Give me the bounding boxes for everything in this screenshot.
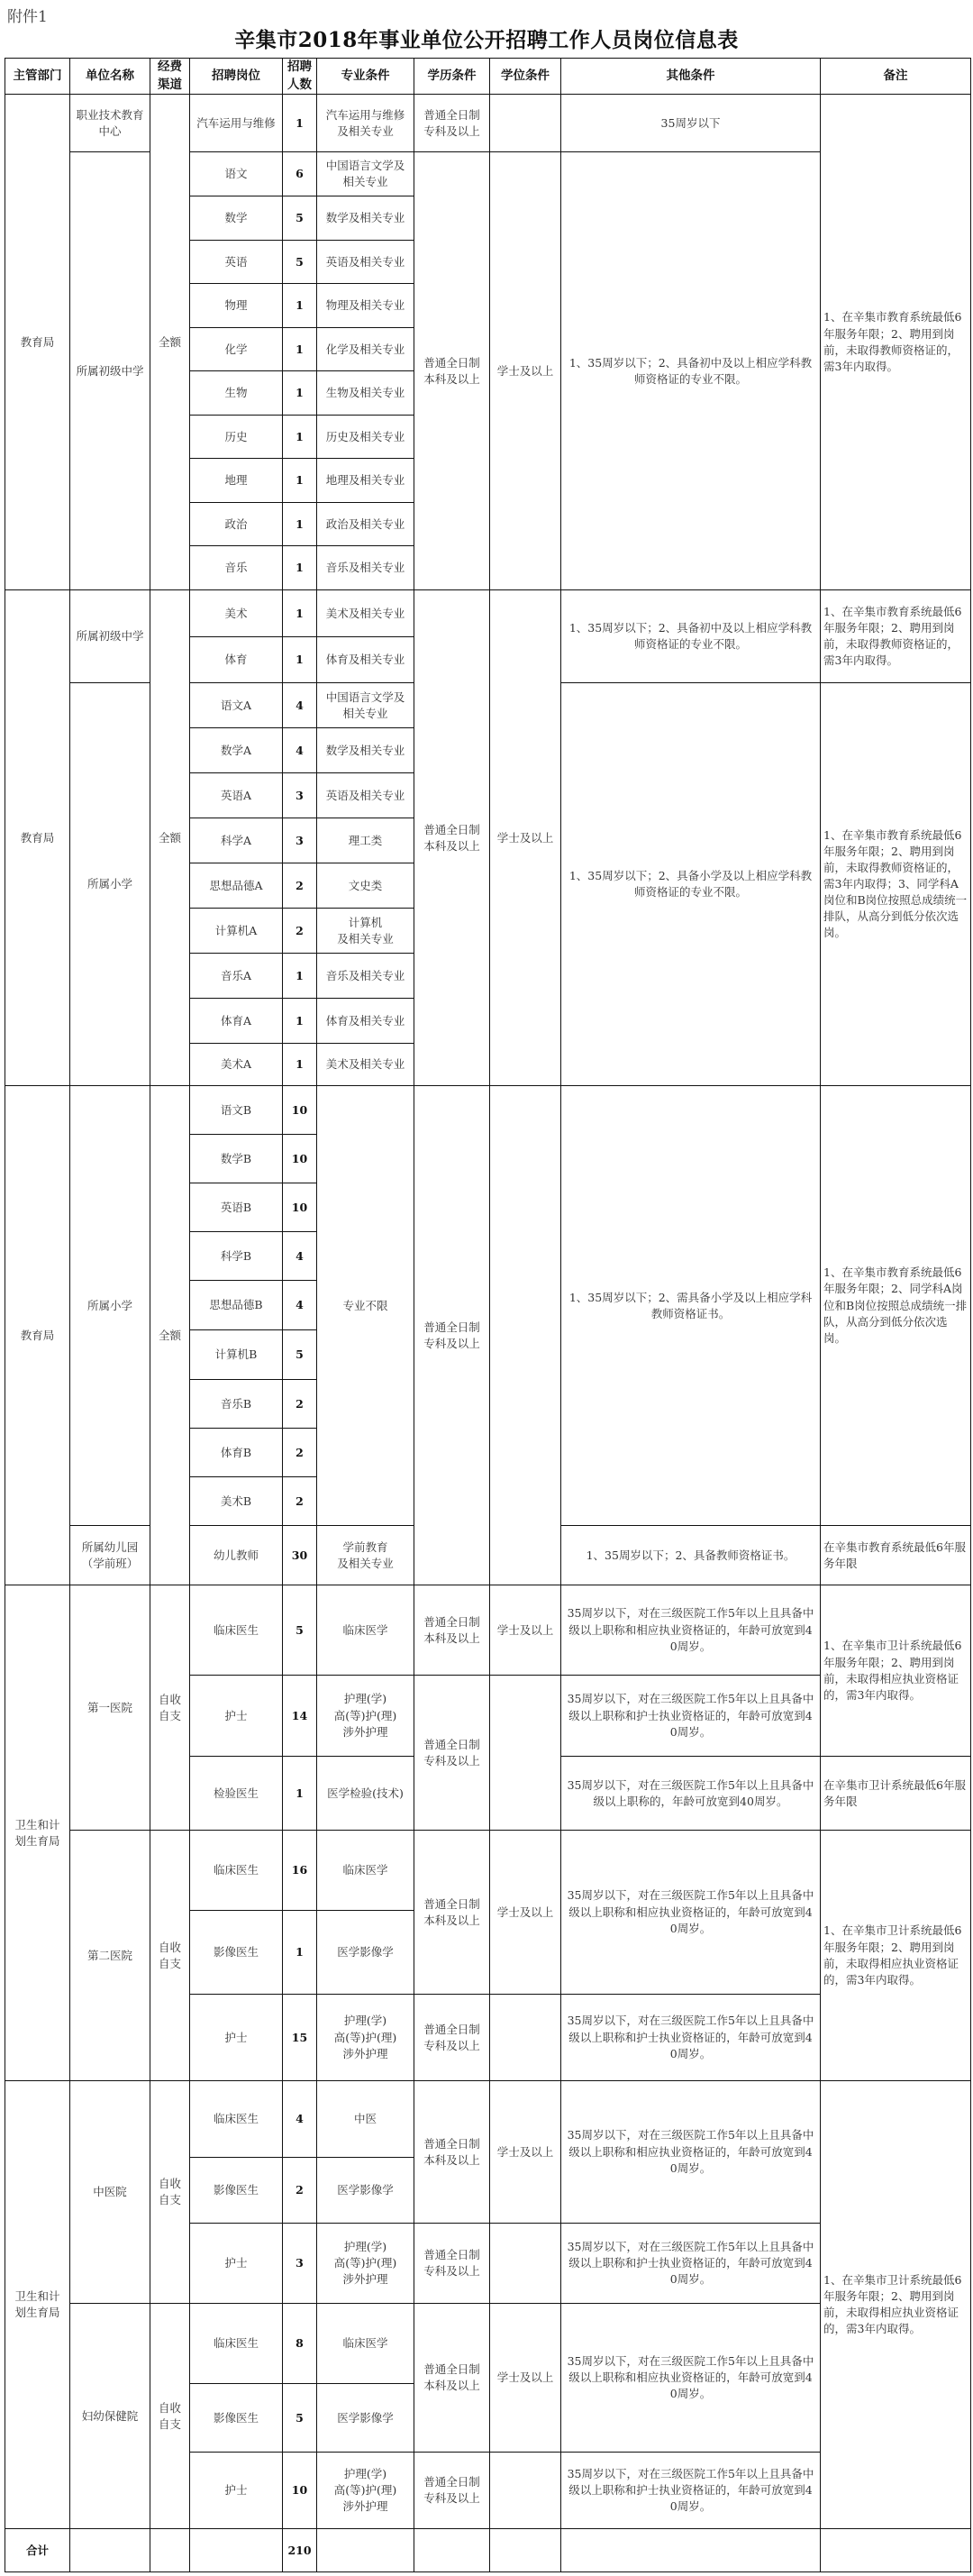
cell-position: 科学B	[190, 1232, 283, 1281]
cell-position: 临床医生	[190, 2304, 283, 2384]
cell-major: 英语及相关专业	[317, 773, 414, 818]
cell-department: 教育局	[5, 590, 70, 1086]
cell-position: 物理	[190, 284, 283, 328]
cell-headcount: 8	[283, 2304, 317, 2384]
cell-remark: 在辛集市卫计系统最低6年服务年限	[821, 1757, 971, 1831]
cell-headcount: 1	[283, 95, 317, 152]
header-major: 专业条件	[317, 59, 414, 95]
header-position: 招聘岗位	[190, 59, 283, 95]
header-other: 其他条件	[561, 59, 821, 95]
cell-position: 科学A	[190, 818, 283, 863]
header-department: 主管部门	[5, 59, 70, 95]
cell-education: 普通全日制 专科及以上	[414, 95, 490, 152]
cell-remark: 1、在辛集市卫计系统最低6年服务年限；2、聘用到岗前，未取得相应执业资格证的，需3年内取得。	[821, 1585, 971, 1757]
cell-position: 英语A	[190, 773, 283, 818]
cell-headcount: 30	[283, 1526, 317, 1585]
header-unit: 单位名称	[70, 59, 150, 95]
table-body	[5, 95, 971, 2572]
total-row	[5, 2529, 971, 2572]
cell-funding: 自收 自支	[150, 1585, 190, 1831]
cell-degree: 学士及以上	[490, 2081, 561, 2224]
cell-headcount: 2	[283, 2158, 317, 2224]
cell-position: 地理	[190, 459, 283, 503]
cell-major: 英语及相关专业	[317, 241, 414, 284]
cell-other-conditions	[561, 2529, 821, 2572]
cell-other-conditions: 1、35周岁以下；2、具备小学及以上相应学科教师资格证的专业不限。	[561, 683, 821, 1086]
cell-major: 体育及相关专业	[317, 999, 414, 1044]
cell-position: 临床医生	[190, 1585, 283, 1676]
cell-degree: 学士及以上	[490, 590, 561, 1086]
table-row	[5, 2081, 971, 2158]
table-row	[5, 1086, 971, 1135]
table-row	[5, 590, 971, 637]
cell-position: 音乐A	[190, 954, 283, 999]
cell-funding: 全额	[150, 95, 190, 590]
cell-major: 计算机 及相关专业	[317, 909, 414, 954]
cell-headcount: 4	[283, 728, 317, 773]
cell-other-conditions: 35周岁以下	[561, 95, 821, 152]
cell-degree	[490, 2453, 561, 2529]
cell-position: 数学A	[190, 728, 283, 773]
cell-unit-name: 第一医院	[70, 1585, 150, 1831]
table-row	[5, 1831, 971, 1911]
total-count: 210	[283, 2529, 317, 2572]
cell-degree: 学士及以上	[490, 152, 561, 590]
cell-department: 卫生和计 划生育局	[5, 2081, 70, 2529]
cell-degree: 学士及以上	[490, 1831, 561, 1995]
cell-major: 政治及相关专业	[317, 503, 414, 546]
cell-other-conditions: 35周岁以下，对在三级医院工作5年以上且具备中级以上职称和相应执业资格证的，年龄可放宽到40周岁。	[561, 1585, 821, 1676]
cell-headcount: 16	[283, 1831, 317, 1911]
header-degree: 学位条件	[490, 59, 561, 95]
cell-major: 护理(学) 高(等)护(理) 涉外护理	[317, 2224, 414, 2304]
cell-headcount: 1	[283, 416, 317, 459]
cell-major: 化学及相关专业	[317, 328, 414, 371]
cell-position: 体育	[190, 637, 283, 683]
cell-remark: 1、在辛集市教育系统最低6年服务年限；2、聘用到岗前，未取得教师资格证的，需3年内取得。	[821, 590, 971, 683]
cell-unit-name: 中医院	[70, 2081, 150, 2304]
cell-degree	[490, 2529, 561, 2572]
cell-position: 检验医生	[190, 1757, 283, 1831]
cell-remark: 1、在辛集市教育系统最低6年服务年限；2、聘用到岗前，未取得教师资格证的，需3年内取得。	[821, 95, 971, 590]
cell-remark: 在辛集市教育系统最低6年服务年限	[821, 1526, 971, 1585]
cell-major: 音乐及相关专业	[317, 954, 414, 999]
cell-headcount: 3	[283, 818, 317, 863]
cell-major: 中医	[317, 2081, 414, 2158]
cell-major: 医学影像学	[317, 1911, 414, 1995]
cell-headcount: 5	[283, 1585, 317, 1676]
cell-degree	[490, 1676, 561, 1831]
table-row	[5, 95, 971, 152]
cell-unit-name: 妇幼保健院	[70, 2304, 150, 2529]
cell-headcount: 5	[283, 241, 317, 284]
cell-major: 美术及相关专业	[317, 1044, 414, 1086]
cell-headcount: 10	[283, 1086, 317, 1135]
cell-position: 音乐B	[190, 1380, 283, 1429]
cell-headcount: 3	[283, 2224, 317, 2304]
cell-headcount: 1	[283, 1911, 317, 1995]
cell-education: 普通全日制 本科及以上	[414, 1831, 490, 1995]
cell-unit-name: 职业技术教育 中心	[70, 95, 150, 152]
cell-position: 历史	[190, 416, 283, 459]
cell-headcount: 10	[283, 2453, 317, 2529]
cell-major: 文史类	[317, 863, 414, 909]
cell-education: 普通全日制 专科及以上	[414, 2224, 490, 2304]
cell-other-conditions: 1、35周岁以下；2、需具备小学及以上相应学科教师资格证书。	[561, 1086, 821, 1526]
page-title: 辛集市2018年事业单位公开招聘工作人员岗位信息表	[234, 28, 739, 52]
cell-major: 临床医学	[317, 1585, 414, 1676]
cell-position: 护士	[190, 2224, 283, 2304]
cell-major: 美术及相关专业	[317, 590, 414, 637]
cell-position: 数学B	[190, 1135, 283, 1183]
cell-major: 医学影像学	[317, 2384, 414, 2453]
cell-headcount: 10	[283, 1183, 317, 1232]
cell-department: 教育局	[5, 95, 70, 590]
cell-position: 护士	[190, 1995, 283, 2081]
cell-headcount: 1	[283, 1044, 317, 1086]
cell-position: 幼儿教师	[190, 1526, 283, 1585]
header-funding: 经费 渠道	[150, 59, 190, 95]
header-education: 学历条件	[414, 59, 490, 95]
cell-position: 音乐	[190, 546, 283, 590]
cell-remark: 1、在辛集市教育系统最低6年服务年限；2、同学科A岗位和B岗位按照总成绩统一排队，从高分到低分依次选岗。	[821, 1086, 971, 1526]
cell-position: 护士	[190, 2453, 283, 2529]
header-row	[5, 59, 971, 95]
cell-department: 卫生和计 划生育局	[5, 1585, 70, 2081]
cell-remark: 1、在辛集市卫计系统最低6年服务年限；2、聘用到岗前，未取得相应执业资格证的，需3年内取得。	[821, 2081, 971, 2529]
header-remark: 备注	[821, 59, 971, 95]
cell-degree	[490, 1995, 561, 2081]
cell-major: 临床医学	[317, 2304, 414, 2384]
cell-position: 临床医生	[190, 1831, 283, 1911]
cell-degree	[490, 1086, 561, 1585]
cell-remark: 1、在辛集市教育系统最低6年服务年限；2、聘用到岗前，未取得教师资格证的，需3年内取得；3、同学科A岗位和B岗位按照总成绩统一排队，从高分到低分依次选岗。	[821, 683, 971, 1086]
cell-major: 护理(学) 高(等)护(理) 涉外护理	[317, 1995, 414, 2081]
cell-position: 思想品德A	[190, 863, 283, 909]
cell-major: 护理(学) 高(等)护(理) 涉外护理	[317, 2453, 414, 2529]
cell-department: 教育局	[5, 1086, 70, 1585]
cell-headcount: 1	[283, 328, 317, 371]
cell-headcount: 1	[283, 503, 317, 546]
cell-headcount: 2	[283, 1477, 317, 1526]
cell-education: 普通全日制 专科及以上	[414, 1676, 490, 1831]
cell-headcount: 1	[283, 1757, 317, 1831]
cell-education: 普通全日制 本科及以上	[414, 590, 490, 1086]
cell-education: 普通全日制 本科及以上	[414, 1585, 490, 1676]
cell-degree: 学士及以上	[490, 2304, 561, 2453]
cell-headcount: 1	[283, 459, 317, 503]
cell-headcount: 5	[283, 1330, 317, 1380]
cell-education: 普通全日制 本科及以上	[414, 152, 490, 590]
cell-education	[414, 2529, 490, 2572]
cell-other-conditions: 1、35周岁以下；2、具备初中及以上相应学科教师资格证的专业不限。	[561, 152, 821, 590]
cell-degree: 学士及以上	[490, 1585, 561, 1676]
cell-other-conditions: 35周岁以下，对在三级医院工作5年以上且具备中级以上职称的，年龄可放宽到40周岁。	[561, 1757, 821, 1831]
cell-other-conditions: 35周岁以下，对在三级医院工作5年以上且具备中级以上职称和相应执业资格证的，年龄可放宽到40周岁。	[561, 2081, 821, 2224]
cell-other-conditions: 35周岁以下，对在三级医院工作5年以上且具备中级以上职称和相应执业资格证的，年龄可放宽到40周岁。	[561, 1831, 821, 1995]
cell-headcount: 1	[283, 954, 317, 999]
cell-major: 学前教育 及相关专业	[317, 1526, 414, 1585]
cell-major: 数学及相关专业	[317, 196, 414, 241]
cell-major: 中国语言文学及 相关专业	[317, 683, 414, 728]
cell-headcount: 2	[283, 863, 317, 909]
cell-position: 影像医生	[190, 2384, 283, 2453]
cell-unit-name: 第二医院	[70, 1831, 150, 2081]
cell-degree	[490, 2224, 561, 2304]
cell-unit-name: 所属小学	[70, 1086, 150, 1526]
cell-major: 中国语言文学及 相关专业	[317, 152, 414, 196]
cell-position: 语文A	[190, 683, 283, 728]
cell-major	[317, 2529, 414, 2572]
cell-position	[190, 2529, 283, 2572]
cell-headcount: 3	[283, 773, 317, 818]
cell-headcount: 1	[283, 999, 317, 1044]
cell-funding: 全额	[150, 1086, 190, 1585]
header-count: 招聘 人数	[283, 59, 317, 95]
cell-position: 计算机A	[190, 909, 283, 954]
cell-position: 体育B	[190, 1429, 283, 1477]
cell-headcount: 1	[283, 546, 317, 590]
cell-headcount: 15	[283, 1995, 317, 2081]
cell-education: 普通全日制 专科及以上	[414, 1995, 490, 2081]
cell-funding: 全额	[150, 590, 190, 1086]
cell-position: 美术	[190, 590, 283, 637]
cell-headcount: 1	[283, 637, 317, 683]
cell-position: 数学	[190, 196, 283, 241]
cell-headcount: 1	[283, 284, 317, 328]
cell-headcount: 2	[283, 1429, 317, 1477]
total-label: 合计	[5, 2529, 70, 2572]
cell-headcount: 6	[283, 152, 317, 196]
cell-position: 生物	[190, 371, 283, 416]
cell-major: 专业不限	[317, 1086, 414, 1526]
cell-funding	[150, 2529, 190, 2572]
cell-education: 普通全日制 本科及以上	[414, 2304, 490, 2453]
cell-major: 生物及相关专业	[317, 371, 414, 416]
cell-headcount: 14	[283, 1676, 317, 1757]
cell-headcount: 1	[283, 371, 317, 416]
cell-position: 汽车运用与维修	[190, 95, 283, 152]
cell-funding: 自收 自支	[150, 2304, 190, 2529]
cell-position: 影像医生	[190, 1911, 283, 1995]
cell-headcount: 1	[283, 590, 317, 637]
cell-position: 思想品德B	[190, 1281, 283, 1330]
cell-headcount: 4	[283, 683, 317, 728]
cell-unit-name	[70, 2529, 150, 2572]
cell-major: 医学影像学	[317, 2158, 414, 2224]
cell-position: 计算机B	[190, 1330, 283, 1380]
cell-major: 护理(学) 高(等)护(理) 涉外护理	[317, 1676, 414, 1757]
cell-education: 普通全日制 专科及以上	[414, 1086, 490, 1585]
cell-major: 汽车运用与维修 及相关专业	[317, 95, 414, 152]
job-info-table	[5, 58, 971, 2572]
cell-education: 普通全日制 本科及以上	[414, 2081, 490, 2224]
cell-position: 体育A	[190, 999, 283, 1044]
cell-unit-name: 所属初级中学	[70, 152, 150, 590]
cell-position: 护士	[190, 1676, 283, 1757]
cell-other-conditions: 1、35周岁以下；2、具备教师资格证书。	[561, 1526, 821, 1585]
cell-position: 语文	[190, 152, 283, 196]
cell-position: 英语	[190, 241, 283, 284]
cell-headcount: 4	[283, 1232, 317, 1281]
cell-position: 美术B	[190, 1477, 283, 1526]
cell-other-conditions: 1、35周岁以下；2、具备初中及以上相应学科教师资格证的专业不限。	[561, 590, 821, 683]
cell-headcount: 2	[283, 909, 317, 954]
cell-headcount: 4	[283, 2081, 317, 2158]
cell-other-conditions: 35周岁以下，对在三级医院工作5年以上且具备中级以上职称和护士执业资格证的，年龄可放宽到40周岁。	[561, 1676, 821, 1757]
cell-remark: 1、在辛集市卫计系统最低6年服务年限；2、聘用到岗前，未取得相应执业资格证的，需3年内取得。	[821, 1831, 971, 2081]
cell-other-conditions: 35周岁以下，对在三级医院工作5年以上且具备中级以上职称和护士执业资格证的，年龄可放宽到40周岁。	[561, 2453, 821, 2529]
attachment-label: 附件1	[7, 8, 48, 26]
cell-major: 地理及相关专业	[317, 459, 414, 503]
cell-headcount: 5	[283, 2384, 317, 2453]
cell-major: 音乐及相关专业	[317, 546, 414, 590]
cell-headcount: 2	[283, 1380, 317, 1429]
cell-unit-name: 所属初级中学	[70, 590, 150, 683]
cell-major: 医学检验(技术)	[317, 1757, 414, 1831]
cell-position: 化学	[190, 328, 283, 371]
cell-position: 政治	[190, 503, 283, 546]
cell-unit-name: 所属幼儿园 （学前班）	[70, 1526, 150, 1585]
cell-position: 语文B	[190, 1086, 283, 1135]
cell-major: 临床医学	[317, 1831, 414, 1911]
table-row	[5, 1585, 971, 1676]
cell-position: 美术A	[190, 1044, 283, 1086]
cell-major: 物理及相关专业	[317, 284, 414, 328]
cell-headcount: 5	[283, 196, 317, 241]
cell-degree	[490, 95, 561, 152]
cell-position: 临床医生	[190, 2081, 283, 2158]
cell-remark	[821, 2529, 971, 2572]
cell-education: 普通全日制 专科及以上	[414, 2453, 490, 2529]
cell-other-conditions: 35周岁以下，对在三级医院工作5年以上且具备中级以上职称和相应执业资格证的，年龄可放宽到40周岁。	[561, 2304, 821, 2453]
cell-major: 数学及相关专业	[317, 728, 414, 773]
cell-funding: 自收 自支	[150, 2081, 190, 2304]
cell-other-conditions: 35周岁以下，对在三级医院工作5年以上且具备中级以上职称和护士执业资格证的，年龄可放宽到40周岁。	[561, 1995, 821, 2081]
cell-other-conditions: 35周岁以下，对在三级医院工作5年以上且具备中级以上职称和护士执业资格证的，年龄可放宽到40周岁。	[561, 2224, 821, 2304]
cell-unit-name: 所属小学	[70, 683, 150, 1086]
cell-funding: 自收 自支	[150, 1831, 190, 2081]
cell-headcount: 10	[283, 1135, 317, 1183]
cell-position: 影像医生	[190, 2158, 283, 2224]
cell-headcount: 4	[283, 1281, 317, 1330]
cell-major: 体育及相关专业	[317, 637, 414, 683]
cell-major: 历史及相关专业	[317, 416, 414, 459]
cell-major: 理工类	[317, 818, 414, 863]
cell-position: 英语B	[190, 1183, 283, 1232]
